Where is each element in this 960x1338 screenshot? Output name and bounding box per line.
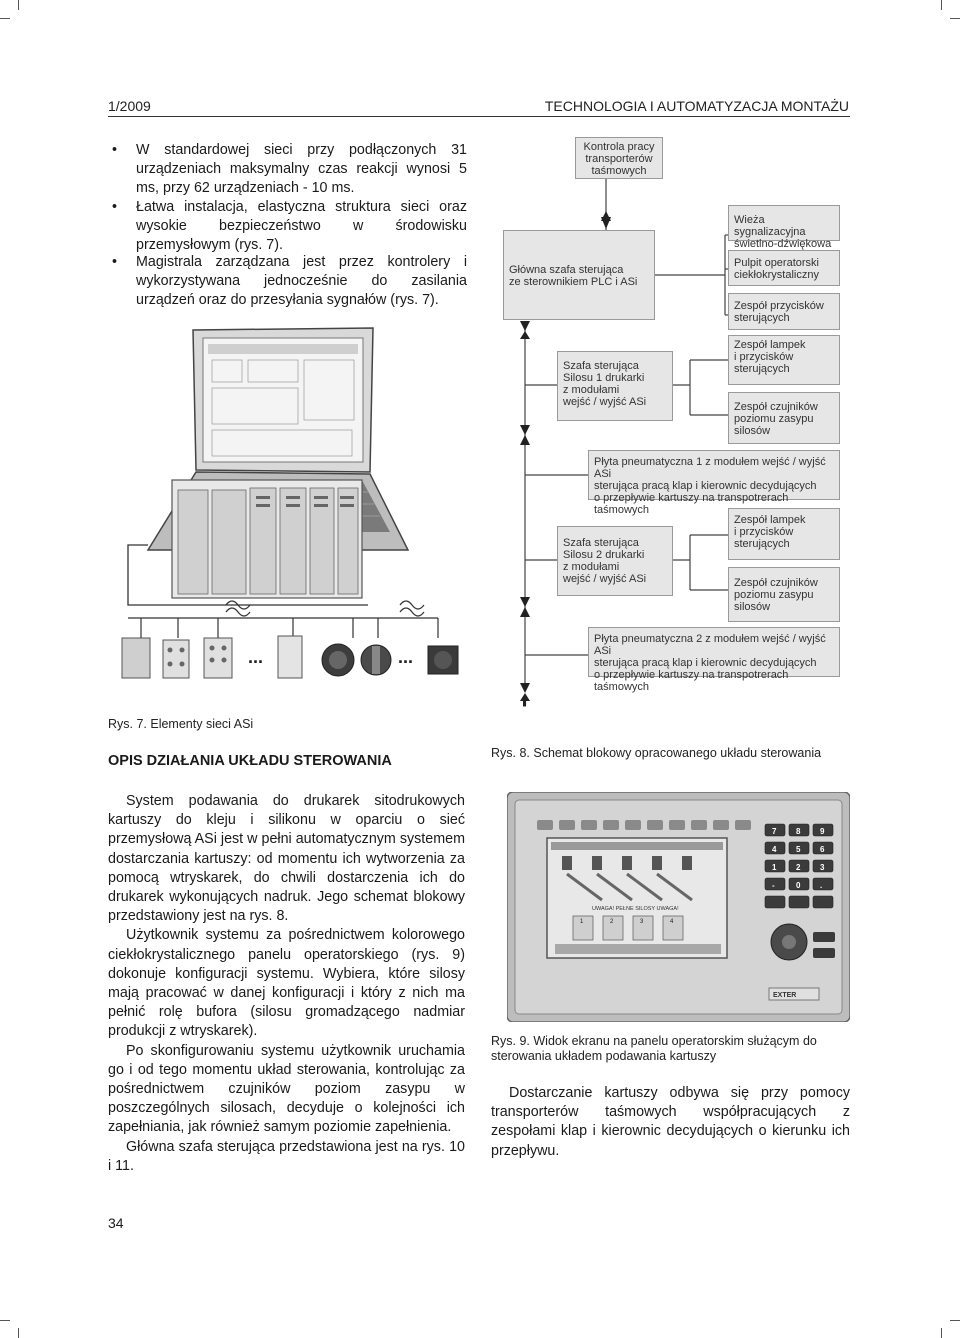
- plc-rack-icon: [172, 480, 362, 598]
- bullet-item: [108, 141, 467, 198]
- section-title: OPIS DZIAŁANIA UKŁADU STEROWANIA: [108, 753, 392, 769]
- page-number: 34: [108, 1215, 124, 1231]
- box-lampki-1: Zespół lampek i przycisków sterujących: [728, 335, 840, 385]
- bullet-item: [108, 198, 467, 255]
- crop-mark: [950, 1320, 960, 1321]
- dots-more: ...: [398, 647, 414, 667]
- figure-9-caption: Rys. 9. Widok ekranu na panelu operatorskim służącym do sterowania układem podawania kartuszy: [491, 1034, 817, 1063]
- key-label: 5: [796, 845, 801, 854]
- key-label: 2: [796, 863, 801, 872]
- paragraph: Główna szafa sterująca przedstawiona jest na rys. 10 i 11.: [108, 1138, 465, 1174]
- continuation-dots: .....: [518, 696, 540, 704]
- header-rule: [108, 116, 850, 117]
- key-label: 9: [820, 827, 825, 836]
- bullet-text: Łatwa instalacja, elastyczna struktura sieci oraz wysokie bezpieczeństwo w środowisku przemysłowym (rys. 7).: [136, 199, 467, 253]
- key-label: 6: [820, 845, 825, 854]
- silo-label: 3: [640, 919, 644, 925]
- figure-8-caption: Rys. 8. Schemat blokowy opracowanego układu sterowania: [491, 746, 822, 760]
- paragraph: Dostarczanie kartuszy odbywa się przy pomocy transporterów taśmowych współpracujących z zespołami klap i kierownic decydujących o kierunku ich przepływu.: [491, 1085, 850, 1159]
- box-pulpit-operatorski: Pulpit operatorski ciekłokrystaliczny: [728, 250, 840, 286]
- asi-network-illustration: [108, 320, 480, 712]
- right-paragraph: [491, 1084, 850, 1161]
- crop-mark: [950, 18, 960, 19]
- body-text: [108, 792, 465, 1176]
- box-plyta-pneumatyczna-2: Płyta pneumatyczna 2 z modułem wejść / wyjść ASi sterująca pracą klap i kierownic decydujących o przepływie kartuszy na transpotrerach taśmowych: [588, 627, 840, 677]
- bullet-icon: •: [112, 199, 118, 215]
- box-szafa-silosu-2: Szafa sterująca Silosu 2 drukarki z modułami wejść / wyjść ASi: [557, 526, 673, 596]
- key-label: 8: [796, 827, 801, 836]
- key-label: 3: [820, 863, 825, 872]
- box-lampki-2: Zespół lampek i przycisków sterujących: [728, 508, 840, 560]
- paragraph: Po skonfigurowaniu systemu użytkownik uruchamia go i od tego momentu układ sterowania, kontrolując za pośrednictwem czujników poziom zasypu w poszczególnych silosach, decyduje o kolejności ich zapełniania, jak również samym poziomie zapełnienia.: [108, 1042, 465, 1136]
- silo-label: 1: [580, 919, 584, 925]
- crop-mark: [0, 1320, 10, 1321]
- journal-title: TECHNOLOGIA I AUTOMATYZACJA MONTAŻU: [544, 98, 849, 114]
- silo-label: 4: [670, 919, 674, 925]
- screen-banner: UWAGA! PEŁNE SILOSY UWAGA!: [592, 906, 679, 912]
- crop-mark: [0, 18, 10, 19]
- paragraph: Użytkownik systemu za pośrednictwem kolorowego ciekłokrystalicznego panelu operatorskiego (rys. 9) dokonuje konfiguracji systemu. Wybiera, które silosy mają pracować w danej konfiguracji i który z nich ma pełnić rolę bufora (silosu gromadzącego nadmiar produkcji z wtryskarek).: [108, 927, 465, 1040]
- box-czujniki-2: Zespół czujników poziomu zasypu silosów: [728, 567, 840, 622]
- box-zespol-przyciskow: Zespół przycisków sterujących: [728, 293, 840, 330]
- figure-7-caption: Rys. 7. Elementy sieci ASi: [108, 717, 254, 731]
- key-label: 4: [772, 845, 777, 854]
- key-label: -: [772, 881, 775, 890]
- brand-logo: EXTER: [773, 992, 797, 999]
- silo-label: 2: [610, 919, 614, 925]
- break-icon: [226, 601, 424, 616]
- crop-mark: [18, 1328, 19, 1338]
- box-glowna-szafa: Główna szafa sterująca ze sterownikiem PLC i ASi: [503, 230, 655, 320]
- crop-mark: [941, 0, 942, 10]
- key-label: .: [820, 881, 823, 890]
- crop-mark: [941, 1328, 942, 1338]
- box-wieza-sygnalizacyjna: Wieża sygnalizacyjna świetlno-dźwiękowa: [728, 205, 840, 241]
- bullet-icon: •: [112, 254, 118, 270]
- bullet-text: W standardowej sieci przy podłączonych 31 urządzeniach maksymalny czas reakcji wynosi 5 ms, przy 62 urządzeniach - 10 ms.: [136, 142, 467, 196]
- issue-number: 1/2009: [108, 98, 151, 114]
- key-label: 1: [772, 863, 777, 872]
- key-label: 7: [772, 827, 777, 836]
- bullet-item: [108, 253, 467, 310]
- box-czujniki-1: Zespół czujników poziomu zasypu silosów: [728, 392, 840, 444]
- operator-panel-photo: [507, 792, 850, 1022]
- bullet-icon: •: [112, 142, 118, 158]
- box-kontrola-transporterow: Kontrola pracy transporterów taśmowych: [575, 137, 663, 179]
- bullet-text: Magistrala zarządzana jest przez kontrolery i wykorzystywana jednocześnie do zasilania urządzeń oraz do przesyłania sygnałów (rys. 7).: [136, 254, 467, 308]
- paragraph: System podawania do drukarek sitodrukowych kartuszy do kleju i silikonu w oparciu o sieć przemysłową ASi jest w pełni automatycznym systemem dostarczania kartuszy: od momentu ich wytworzenia za pomocą wtryskarek, do chwili dostarczenia ich do drukarek wykonujących nadruk. Jego schemat blokowy przedstawiony jest na rys. 8.: [108, 793, 465, 925]
- crop-mark: [18, 0, 19, 10]
- box-szafa-silosu-1: Szafa sterująca Silosu 1 drukarki z modułami wejść / wyjść ASi: [557, 351, 673, 421]
- box-plyta-pneumatyczna-1: Płyta pneumatyczna 1 z modułem wejść / wyjść ASi sterująca pracą klap i kierownic decydujących o przepływie kartuszy na transpotrerach taśmowych: [588, 450, 840, 500]
- dots-more: ...: [248, 647, 264, 667]
- key-label: 0: [796, 881, 801, 890]
